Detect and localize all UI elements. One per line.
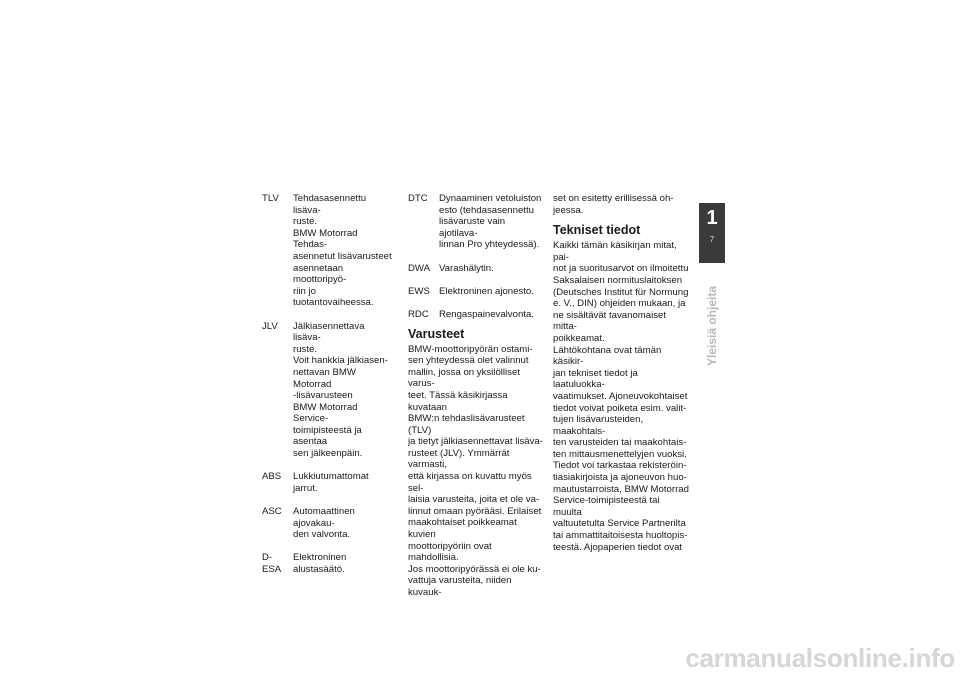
abbreviation-entry-rdc: [408, 309, 544, 321]
watermark: carmanualsonline.info: [685, 643, 955, 673]
section-heading-varusteet: Varusteet: [408, 326, 465, 341]
abbreviation-definition: Automaattinen ajovakau- den valvonta.: [293, 506, 355, 541]
abbreviation-entry-abs: [262, 471, 394, 494]
section-heading-tekniset-tiedot: Tekniset tiedot: [553, 223, 641, 238]
abbreviation-definition: Dynaaminen vetoluiston esto (tehdasasennettu lisävaruste vain ajotilava- linnan Pro yhteydessä).: [439, 193, 542, 251]
abbreviation-entry-ews: [408, 286, 544, 298]
chapter-number: 1: [706, 207, 718, 229]
abbreviation-entry-asc: [262, 506, 394, 541]
abbreviation-term: DWA: [408, 262, 431, 274]
varusteet-paragraph: BMW-moottoripyörän ostami- sen yhteydessä olet valinnut mallin, jossa on yksilölliset varus- teet. Tässä käsikirjassa kuvataan BMW:n tehdaslisävarusteet (TLV) ja tietyt jälkiasennettavat lisäva- rusteet (JLV). Ymmärrät varmasti, että kirjassa on kuvattu myös sel- laisia varusteita, joita et ole va- linnut omaan pyörääsi. Erilaiset maakohtaiset poikkeamat kuvien moottoripyöriin ovat mahdollisia. Jos moottoripyörässä ei ole ku- vattuja varusteita, niiden kuvauk-: [408, 343, 543, 598]
abbreviation-term: DTC: [408, 193, 428, 204]
abbreviation-definition: Elektroninen alustasäätö.: [293, 552, 347, 575]
chapter-sidebar: [699, 203, 725, 558]
abbreviation-term: ASC: [262, 506, 282, 518]
abbreviation-definition: Tehdasasennettu lisäva- ruste. BMW Motorrad Tehdas- asennetut lisävarusteet asennetaan moottoripyö- riin jo tuotantovaiheessa.: [293, 193, 392, 309]
continued-paragraph: set on esitetty erillisessä oh- jeessa.: [553, 193, 674, 216]
abbreviation-definition: Lukkiutumattomat jarrut.: [293, 471, 369, 494]
abbreviation-definition: Rengaspainevalvonta.: [439, 308, 534, 320]
abbreviation-definition: Elektroninen ajonesto.: [439, 285, 534, 297]
abbreviation-entry-desa: [262, 552, 394, 575]
chapter-tab: [699, 203, 725, 263]
abbreviation-entry-tlv: [262, 193, 394, 309]
column-3: [553, 193, 689, 553]
abbreviation-term: RDC: [408, 308, 429, 320]
abbreviation-definition: Jälkiasennettava lisäva- ruste. Voit hankkia jälkiasen- nettavan BMW Motorrad -lisävarusteen BMW Motorrad Service- toimipisteestä ja asentaa sen jälkeenpäin.: [293, 320, 388, 460]
abbreviation-term: EWS: [408, 285, 430, 297]
section-title-vertical: Yleisiä ohjeita: [705, 285, 719, 367]
abbreviation-definition: Varashälytin.: [439, 262, 494, 274]
abbreviation-entry-jlv: [262, 321, 394, 460]
column-2: [408, 193, 544, 599]
abbreviation-term: JLV: [262, 320, 278, 332]
tekniset-tiedot-paragraph: Kaikki tämän käsikirjan mitat, pai- not ja suoritusarvot on ilmoitettu Saksalaisen normitusl​aitoksen (Deutsches Institut für Normung e. V., DIN) ohjeiden mukaan, ja ne sisältävät tavanomaiset mitta- poikkeamat. Lähtökohtana ovat tämän käsikir- jan tekniset tiedot ja laatuluokka- vaatimukset. Ajoneuvokohtaiset tiedot voivat poiketa esim. valit- tujen lisävarusteiden, maakohtais- ten varusteiden tai maakohtais- ten mittausmenettelyjen vuoksi. Tiedot voi tarkastaa rekisteröin- tiasiakirjoista ja ajoneuvon huo- mautustarroista, BMW Motorrad Service-toimipisteestä tai muulta valtuutetulta Service Partnerilta tai ammattitaitoisesta huoltopis- teestä. Ajopaperien tiedot ovat: [553, 240, 689, 553]
abbreviation-entry-dtc: [408, 193, 544, 251]
abbreviation-term: ABS: [262, 471, 282, 483]
page-number: 7: [709, 235, 715, 244]
column-1: [262, 193, 394, 587]
abbreviation-entry-dwa: [408, 263, 544, 275]
abbreviation-term: TLV: [262, 193, 279, 204]
abbreviation-term: D- ESA: [262, 552, 282, 575]
